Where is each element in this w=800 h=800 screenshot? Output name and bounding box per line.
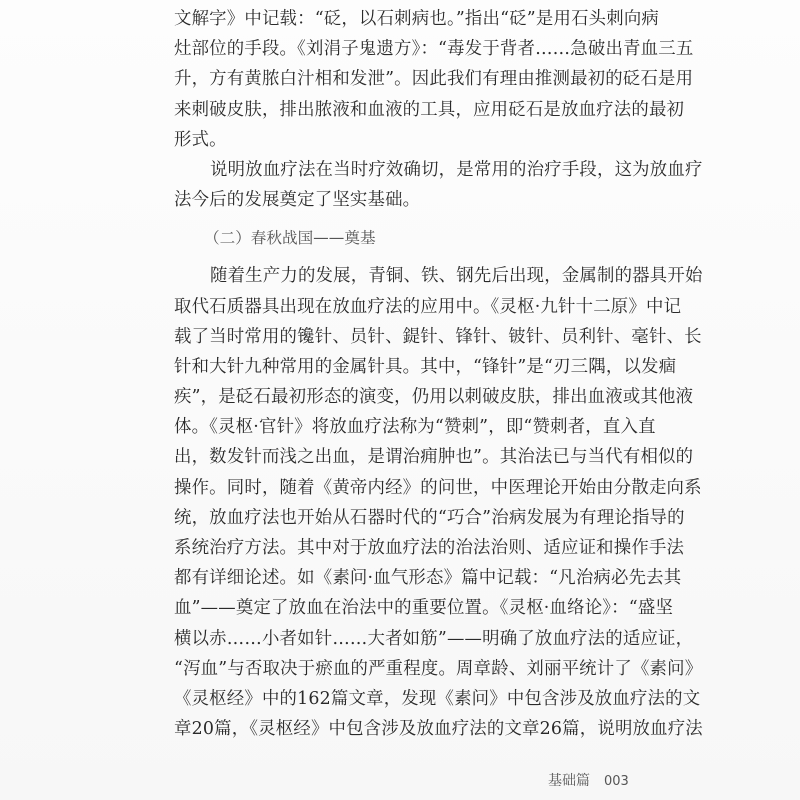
text-line: 随着生产力的发展，青铜、铁、钢先后出现，金属制的器具开始 bbox=[210, 266, 703, 287]
paragraph-1 bbox=[174, 4, 694, 155]
text-line: 取代石质器具出现在放血疗法的应用中。《灵枢·九针十二原》中记 bbox=[174, 296, 682, 317]
page-number: 003 bbox=[604, 774, 629, 789]
text-line: 升，方有黄脓白汁相和发泄”。因此我们有理由推测最初的砭石是用 bbox=[174, 69, 694, 90]
text-line: 文解字》中记载：“砭，以石刺病也。”指出“砭”是用石头刺向病 bbox=[174, 9, 660, 29]
text-line: 形式。 bbox=[174, 129, 227, 150]
text-line: 法今后的发展奠定了坚实基础。 bbox=[174, 190, 421, 211]
text-line: 横以赤……小者如针……大者如筋”——明确了放血疗法的适应证， bbox=[174, 628, 694, 649]
text-line: “泻血”与否取决于瘀血的严重程度。周章龄、刘丽平统计了《素问》 bbox=[174, 658, 703, 679]
footer-section-name: 基础篇 bbox=[548, 773, 590, 789]
text-line: 针和大针九种常用的金属针具。其中，“锋针”是“刃三隅，以发痼 bbox=[174, 356, 677, 377]
paragraph-2 bbox=[174, 155, 703, 215]
text-line: 来刺破皮肤，排出脓液和血液的工具，应用砭石是放血疗法的最初 bbox=[174, 99, 685, 120]
text-line: 操作。同时，随着《黄帝内经》的问世，中医理论开始由分散走向系 bbox=[174, 477, 702, 498]
text-line: 说明放血疗法在当时疗效确切，是常用的治疗手段，这为放血疗 bbox=[210, 159, 703, 180]
body-text bbox=[174, 4, 703, 744]
text-line: 灶部位的手段。《刘涓子鬼遗方》：“毒发于背者……急破出青血三五 bbox=[174, 39, 694, 60]
text-line: 疾”，是砭石最初形态的演变，仍用以刺破皮肤，排出血液或其他液 bbox=[174, 387, 694, 408]
paragraph-3 bbox=[174, 261, 703, 744]
text-line: 体。《灵枢·官针》将放血疗法称为“赞刺”，即“赞刺者，直入直 bbox=[174, 417, 656, 438]
text-line: 系统治疗方法。其中对于放血疗法的治法治则、适应证和操作手法 bbox=[174, 538, 685, 558]
text-line: 都有详细论述。如《素问·血气形态》篇中记载：“凡治病必先去其 bbox=[174, 568, 682, 589]
text-line: 出，数发针而浅之出血，是谓治痈肿也”。其治法已与当代有相似的 bbox=[174, 447, 694, 468]
text-line: 载了当时常用的镵针、员针、鍉针、锋针、铍针、员利针、毫针、长 bbox=[174, 326, 702, 347]
text-line: 章20篇，《灵枢经》中包含涉及放血疗法的文章26篇，说明放血疗法 bbox=[174, 719, 703, 740]
text-line: 血”——奠定了放血在治法中的重要位置。《灵枢·血络论》：“盛坚 bbox=[174, 598, 674, 619]
page-footer bbox=[548, 770, 629, 790]
text-line: 统，放血疗法也开始从石器时代的“巧合”治病发展为有理论指导的 bbox=[174, 507, 685, 528]
section-heading: （二）春秋战国——奠基 bbox=[204, 229, 376, 248]
text-line: 《灵枢经》中的162篇文章，发现《素问》中包含涉及放血疗法的文 bbox=[174, 688, 701, 709]
